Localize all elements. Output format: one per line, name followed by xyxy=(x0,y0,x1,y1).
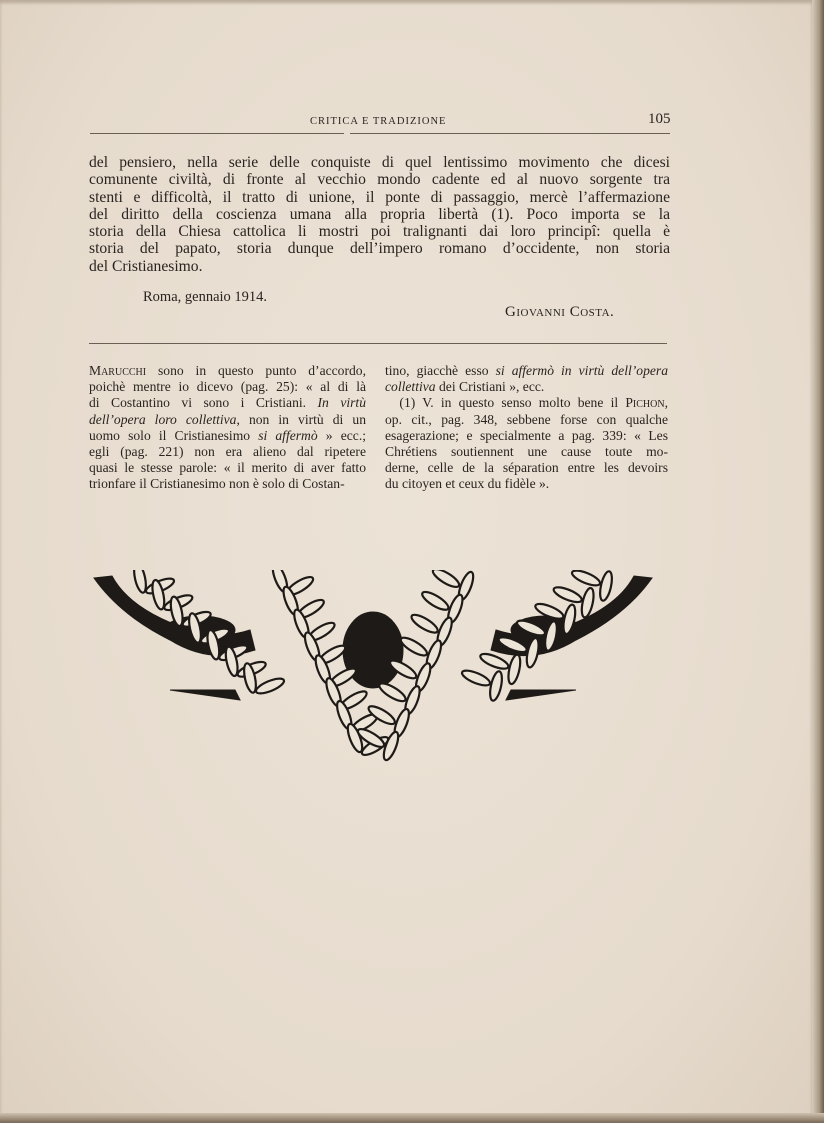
header-rule-right xyxy=(350,133,670,134)
text-segment: quasi le stesse parole: « il merito di aver fatto xyxy=(89,460,366,476)
text-segment: derne, celle de la séparation entre les devoirs xyxy=(385,460,668,476)
footnote-line xyxy=(89,460,366,476)
footnote-line xyxy=(385,412,668,428)
italic-text: In virtù xyxy=(317,395,366,411)
page-edge xyxy=(812,0,824,1123)
footnote-line xyxy=(89,379,366,395)
author-signature: Giovanni Costa. xyxy=(505,304,615,320)
text-segment: du citoyen et ceux du fidèle ». xyxy=(385,476,550,492)
running-title: CRITICA E TRADIZIONE xyxy=(310,116,447,127)
text-segment: del Cristianesimo. xyxy=(89,257,203,275)
text-segment: egli (pag. 221) non era alieno dal ripetere xyxy=(89,444,366,460)
footnote-line xyxy=(89,395,366,411)
laurel-leaf xyxy=(254,676,286,697)
body-line xyxy=(89,206,670,223)
text-segment: Chrétiens soutiennent une cause toute mo- xyxy=(385,444,668,460)
footnote-column-left xyxy=(89,363,366,493)
text-segment: uomo solo il Cristianesimo xyxy=(89,427,259,443)
laurel-ornament xyxy=(90,570,656,770)
laurel-leaf xyxy=(460,668,492,689)
laurel-leaf xyxy=(420,589,451,613)
footnote-line xyxy=(89,412,366,428)
small-caps-name: Pichon xyxy=(625,395,665,411)
small-caps-name: Marucchi xyxy=(89,363,147,378)
footnote-line xyxy=(89,444,366,460)
footnote-line xyxy=(385,476,668,492)
footnote-line xyxy=(89,476,366,492)
text-segment: stenti e difficoltà, il tratto di unione, il ponte di passaggio, mercè l’affermazione xyxy=(89,188,670,206)
footnote-line xyxy=(89,363,366,379)
page-number: 105 xyxy=(648,111,671,127)
footnote-line xyxy=(385,395,668,411)
text-segment: del diritto della coscienza umana alla propria libertà (1). Poco importa se la xyxy=(89,205,670,223)
header-rule-left xyxy=(90,133,344,134)
laurel-leaf xyxy=(598,570,614,601)
italic-text: collettiva xyxy=(385,379,436,395)
text-segment: op. cit., pag. 348, sebbene forse con qualche xyxy=(385,411,668,427)
footnote-line xyxy=(89,428,366,444)
laurel-leaf xyxy=(431,570,462,590)
text-segment: (1) V. in questo senso molto bene il xyxy=(385,395,626,411)
footnote-line xyxy=(385,444,668,460)
footnote-line xyxy=(385,363,668,379)
body-line xyxy=(89,240,670,257)
text-segment: , non in virtù di un xyxy=(236,411,366,427)
body-line xyxy=(89,258,670,275)
laurel-leaf xyxy=(409,612,440,636)
text-segment: sono in questo punto d’accordo, xyxy=(146,363,366,378)
text-segment: storia della Chiesa cattolica li mostri poi tralignanti dai loro principî: quella è xyxy=(89,223,670,241)
footnote-separator xyxy=(89,343,667,344)
body-line xyxy=(89,223,670,240)
text-segment: dei Cristiani », ecc. xyxy=(435,379,545,395)
place-date: Roma, gennaio 1914. xyxy=(143,289,268,305)
body-line xyxy=(89,189,670,206)
text-segment: storia del papato, storia dunque dell’impero romano d’occidente, non storia xyxy=(89,240,670,258)
text-segment: comunente civiltà, di fronte al vecchio mondo cadente ed al nuovo sorgente tra xyxy=(89,171,670,189)
laurel-leaf xyxy=(506,654,522,685)
text-segment: trionfare il Cristianesimo non è solo di Costan- xyxy=(89,476,345,492)
text-segment: del pensiero, nella serie delle conquiste di quel lentissimo movimento che dicesi xyxy=(89,154,670,171)
footnote-line xyxy=(385,428,668,444)
footnote-column-right xyxy=(385,363,668,493)
text-segment: di Costantino vi sono i Cristiani. xyxy=(89,395,318,411)
text-segment: tino, giacchè esso xyxy=(385,363,496,378)
footnote-line xyxy=(385,460,668,476)
text-segment: » ecc.; xyxy=(317,427,366,443)
main-text xyxy=(89,154,670,275)
footnote-line xyxy=(385,379,668,395)
italic-text: dell’opera loro collettiva xyxy=(89,411,237,427)
text-segment: esagerazione; e specialmente a pag. 339: « Les xyxy=(385,427,668,443)
text-segment: , xyxy=(664,395,668,411)
italic-text: si affermò in virtù dell’opera xyxy=(495,363,668,378)
body-line xyxy=(89,171,670,188)
laurel-leaf xyxy=(377,680,408,704)
italic-text: si affermò xyxy=(258,427,318,443)
body-line xyxy=(89,154,670,171)
text-segment: poichè mentre io dicevo (pag. 25): « al di là xyxy=(89,379,366,395)
page-bottom-edge xyxy=(0,1113,824,1123)
laurel-leaf xyxy=(552,584,584,605)
laurel-leaf xyxy=(488,670,504,701)
laurel-leaf xyxy=(570,570,602,588)
